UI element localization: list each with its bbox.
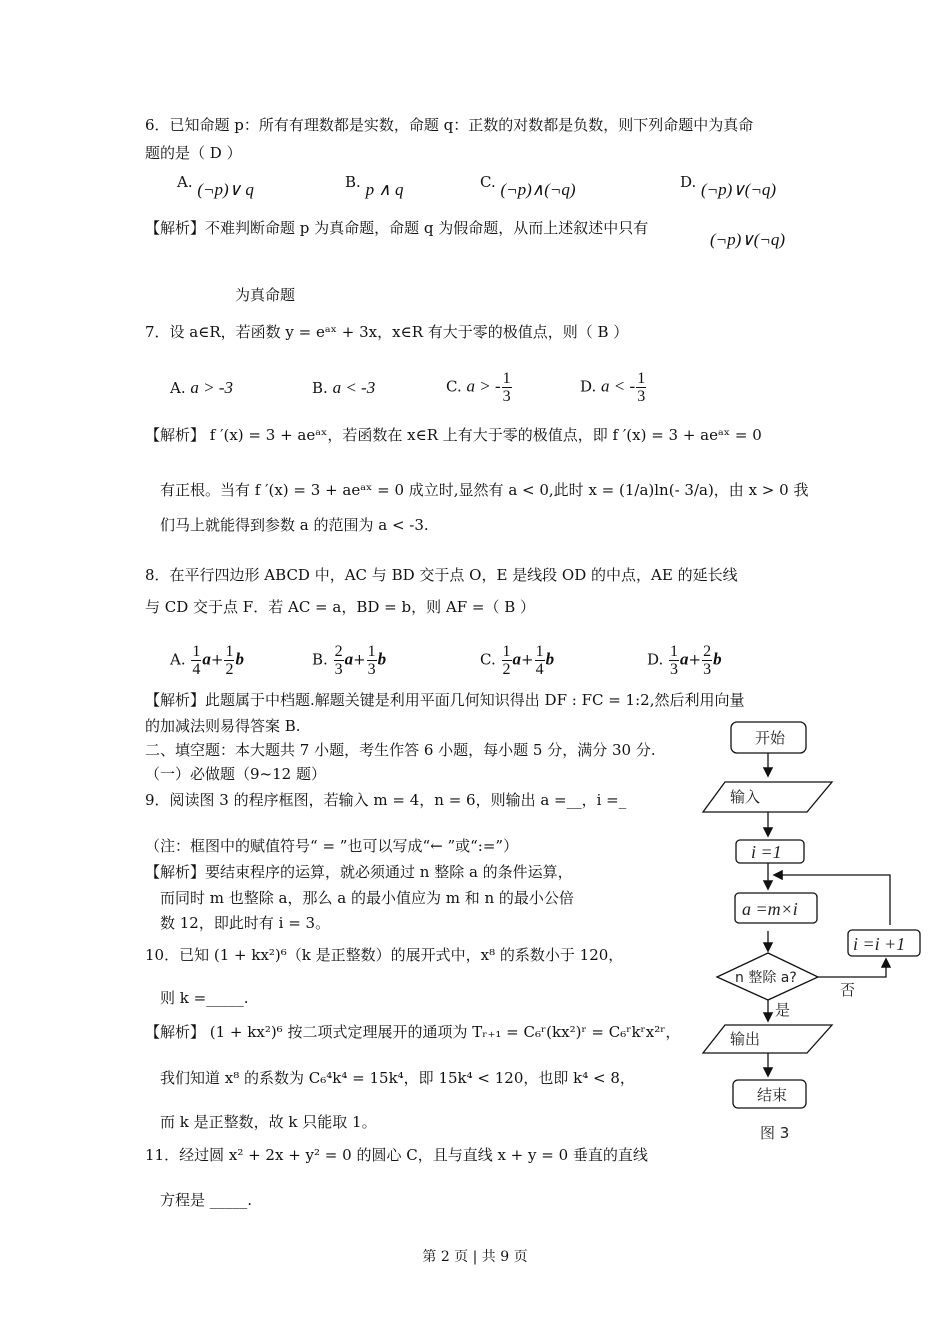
q8-analysis-line2: 的加减法则易得答案 B. bbox=[145, 717, 301, 735]
flow-output-box bbox=[703, 1025, 832, 1053]
q7-analysis-line2: 有正根。当有 f ′(x) = 3 + aeᵃˣ = 0 成立时,显然有 a < 0,此时 x = (1/a)ln(- 3/a)，由 x > 0 我 bbox=[160, 481, 809, 499]
flow-init-label: i =1 bbox=[751, 842, 782, 862]
flow-yes-label: 是 bbox=[775, 1001, 791, 1019]
q10-analysis-line1: 【解析】 (1 + kx²)⁶ 按二项式定理展开的通项为 Tᵣ₊₁ = C₆ʳ(kx²)ʳ = C₆ʳkʳx²ʳ， bbox=[145, 1023, 681, 1041]
flow-increment-label: i =i +1 bbox=[853, 934, 906, 954]
flow-assign-label: a =m×i bbox=[742, 899, 798, 919]
q7-option-b: B. a < -3 bbox=[312, 378, 376, 397]
q10-analysis-line3: 而 k 是正整数，故 k 只能取 1。 bbox=[160, 1113, 377, 1131]
flowchart-figure-3 bbox=[695, 715, 935, 1145]
q9-analysis-line3: 数 12，即此时有 i = 3。 bbox=[160, 914, 331, 932]
q7-option-c: C. a > - $\frac{1}{3}$ bbox=[446, 370, 511, 405]
q8-option-b: B. $\frac{2}{3}$ a+ $\frac{1}{3}$ b bbox=[312, 643, 387, 678]
q7-analysis-line3: 们马上就能得到参数 a 的范围为 a < -3. bbox=[160, 516, 429, 534]
q6-stem-line1: 6．已知命题 p：所有有理数都是实数，命题 q：正数的对数都是负数，则下列命题中为真命 bbox=[145, 116, 754, 134]
q6-stem-line2: 题的是（ D ） bbox=[145, 144, 242, 162]
q6-option-c: C. (¬p)∧(¬q) bbox=[480, 173, 576, 199]
flow-start-label: 开始 bbox=[755, 729, 786, 747]
q8-option-c: C. $\frac{1}{2}$ a+ $\frac{1}{4}$ b bbox=[480, 643, 555, 678]
q9-analysis-line2: 而同时 m 也整除 a，那么 a 的最小值应为 m 和 n 的最小公倍 bbox=[160, 889, 574, 907]
flow-condition-label: n 整除 a? bbox=[735, 970, 797, 986]
page-footer: 第 2 页 | 共 9 页 bbox=[422, 1249, 528, 1265]
q10-stem-line1: 10．已知 (1 + kx²)⁶（k 是正整数）的展开式中，x⁸ 的系数小于 120， bbox=[145, 946, 624, 964]
q6-option-b: B. p ∧ q bbox=[345, 173, 404, 199]
q8-stem-line1: 8．在平行四边形 ABCD 中，AC 与 BD 交于点 O，E 是线段 OD 的中点，AE 的延长线 bbox=[145, 566, 738, 584]
q7-stem: 7．设 a∈R，若函数 y = eᵃˣ + 3x，x∈R 有大于零的极值点，则（ B ） bbox=[145, 323, 629, 341]
flow-input-label: 输入 bbox=[730, 788, 761, 806]
flow-no-label: 否 bbox=[840, 981, 856, 999]
q10-stem-line2: 则 k =_____. bbox=[160, 989, 249, 1007]
section-title: 二、填空题：本大题共 7 小题，考生作答 6 小题，每小题 5 分，满分 30 分. bbox=[145, 741, 656, 759]
q9-stem: 9．阅读图 3 的程序框图，若输入 m = 4，n = 6，则输出 a =__，i =_ bbox=[145, 791, 627, 809]
q6-analysis: 【解析】不难判断命题 p 为真命题，命题 q 为假命题，从而上述叙述中只有 bbox=[145, 219, 649, 237]
section-subtitle: （一）必做题（9~12 题） bbox=[145, 765, 326, 783]
q9-analysis-line1: 【解析】要结束程序的运算，就必须通过 n 整除 a 的条件运算， bbox=[145, 863, 573, 881]
q7-option-a: A. a > -3 bbox=[170, 378, 234, 397]
q6-analysis-end: 为真命题 bbox=[235, 286, 296, 304]
q10-analysis-line2: 我们知道 x⁸ 的系数为 C₆⁴k⁴ = 15k⁴，即 15k⁴ < 120，也即 k⁴ < 8， bbox=[160, 1069, 635, 1087]
q11-stem-line2: 方程是 _____. bbox=[160, 1191, 253, 1209]
figure-caption: 图 3 bbox=[760, 1124, 790, 1142]
q8-analysis-line1: 【解析】此题属于中档题.解题关键是利用平面几何知识得出 DF : FC = 1:2,然后利用向量 bbox=[145, 691, 745, 709]
q11-stem-line1: 11．经过圆 x² + 2x + y² = 0 的圆心 C，且与直线 x + y = 0 垂直的直线 bbox=[145, 1146, 648, 1164]
q8-stem-line2: 与 CD 交于点 F．若 AC = a，BD = b，则 AF =（ B ） bbox=[145, 598, 536, 616]
q7-option-d: D. a < - $\frac{1}{3}$ bbox=[580, 370, 646, 405]
q6-option-a: A. (¬p)∨ q bbox=[177, 173, 254, 199]
flow-end-label: 结束 bbox=[757, 1086, 788, 1104]
q8-option-d: D. $\frac{1}{3}$ a+ $\frac{2}{3}$ b bbox=[647, 643, 722, 678]
q7-analysis-line1: 【解析】 f ′(x) = 3 + aeᵃˣ，若函数在 x∈R 上有大于零的极值点，即 f ′(x) = 3 + aeᵃˣ = 0 bbox=[145, 426, 762, 444]
q6-option-d: D. (¬p)∨(¬q) bbox=[680, 173, 777, 199]
q9-note: （注：框图中的赋值符号“ = ”也可以写成“← ”或“:=”） bbox=[145, 837, 519, 855]
q8-option-a: A. $\frac{1}{4}$ a+ $\frac{1}{2}$ b bbox=[170, 643, 244, 678]
q6-analysis-expr: (¬p)∨(¬q) bbox=[710, 230, 786, 249]
flow-output-label: 输出 bbox=[730, 1030, 761, 1048]
flow-input-box bbox=[703, 782, 832, 812]
